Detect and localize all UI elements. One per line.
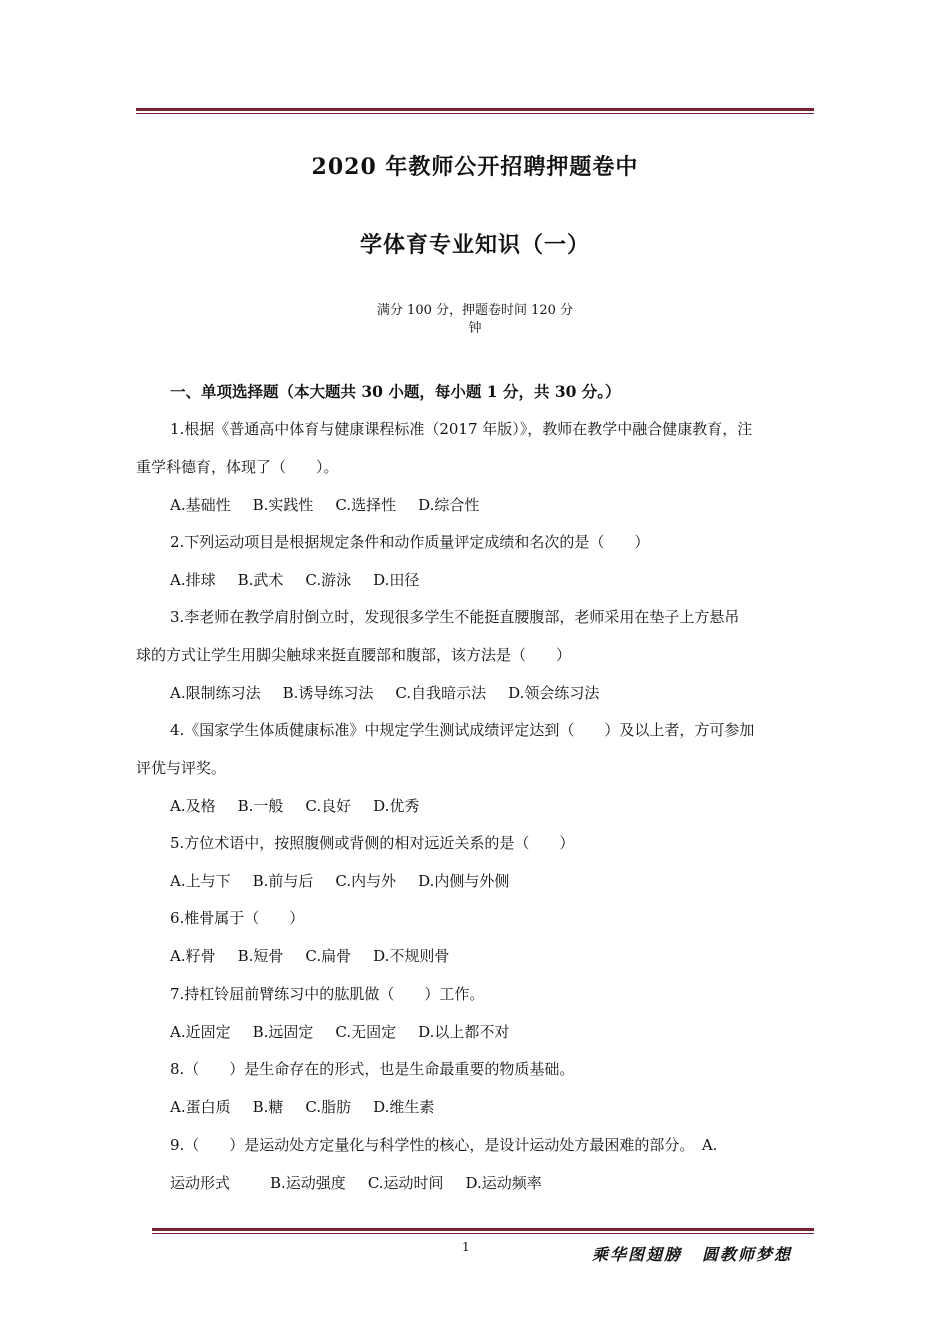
option: C.脂肪 (305, 1098, 352, 1116)
options-row (170, 945, 471, 966)
exam-info-line2: 钟 (468, 321, 482, 336)
question-text: 9.（ ）是运动处方定量化与科学性的核心，是设计运动处方最困难的部分。 A. (170, 1136, 718, 1154)
option: A.及格 (170, 797, 216, 815)
options-row (170, 1021, 531, 1042)
options-row (170, 569, 441, 590)
option: C.良好 (305, 797, 352, 815)
footer-slogan (592, 1242, 812, 1265)
option: C.选择性 (335, 496, 397, 514)
option: D.综合性 (418, 496, 480, 514)
option: A.基础性 (170, 496, 231, 514)
option: D.维生素 (373, 1098, 435, 1116)
option: D.以上都不对 (418, 1023, 510, 1041)
section-heading: 一、单项选择题（本大题共 30 小题，每小题 1 分，共 30 分。） (170, 382, 621, 401)
question-text: 5.方位术语中，按照腹侧或背侧的相对远近关系的是（ ） (170, 834, 575, 852)
option: A.上与下 (170, 872, 231, 890)
options-row (170, 1096, 456, 1117)
option: D.领会练习法 (508, 684, 600, 702)
document-title-line2: 学体育专业知识（一） (359, 232, 590, 258)
option: B.运动强度 (270, 1174, 346, 1192)
option: D.内侧与外侧 (418, 872, 510, 890)
question-text: 评优与评奖。 (136, 759, 227, 777)
option: A.排球 (170, 571, 216, 589)
page-number: 1 (462, 1240, 470, 1254)
question-text: 8.（ ）是生命存在的形式，也是生命最重要的物质基础。 (170, 1060, 575, 1078)
option: B.武术 (237, 571, 284, 589)
option: B.前与后 (252, 872, 314, 890)
option: D.优秀 (373, 797, 420, 815)
option: A.蛋白质 (170, 1098, 231, 1116)
option: A.限制练习法 (170, 684, 261, 702)
slogan-part2: 圆教师梦想 (702, 1245, 793, 1264)
option: C.内与外 (335, 872, 397, 890)
option: B.远固定 (252, 1023, 314, 1041)
footer-rule (152, 1228, 814, 1234)
option: B.一般 (237, 797, 284, 815)
option: D.不规则骨 (373, 947, 450, 965)
question-text: 3.李老师在教学肩肘倒立时，发现很多学生不能挺直腰腹部，老师采用在垫子上方悬吊 (170, 608, 740, 626)
option: C.扁骨 (305, 947, 352, 965)
option: B.糖 (252, 1098, 284, 1116)
question-text: 球的方式让学生用脚尖触球来挺直腰部和腹部，该方法是（ ） (136, 646, 572, 664)
options-row (170, 870, 531, 891)
question-text: 6.椎骨属于（ ） (170, 909, 305, 927)
question-text: 1.根据《普通高中体育与健康课程标准（2017 年版）》，教师在教学中融合健康教育，注 (170, 420, 753, 438)
option: C.游泳 (305, 571, 352, 589)
option: B.诱导练习法 (282, 684, 374, 702)
options-row (170, 795, 441, 816)
options-row (170, 682, 621, 703)
option: D.田径 (373, 571, 420, 589)
options-row (170, 494, 501, 515)
exam-info-line1: 满分 100 分，押题卷时间 120 分 (376, 303, 574, 318)
options-row (170, 1172, 564, 1193)
option: C.运动时间 (367, 1174, 444, 1192)
option: B.实践性 (252, 496, 314, 514)
option: B.短骨 (237, 947, 284, 965)
question-text: 4.《国家学生体质健康标准》中规定学生测试成绩评定达到（ ）及以上者，方可参加 (170, 721, 755, 739)
option: C.无固定 (335, 1023, 397, 1041)
question-text: 重学科德育，体现了（ ）。 (136, 458, 339, 476)
option: A.籽骨 (170, 947, 216, 965)
question-text: 2.下列运动项目是根据规定条件和动作质量评定成绩和名次的是（ ） (170, 533, 650, 551)
header-rule (136, 108, 814, 114)
document-title-line1: 2020 年教师公开招聘押题卷中 (311, 154, 639, 180)
option: C.自我暗示法 (395, 684, 487, 702)
option: D.运动频率 (465, 1174, 542, 1192)
option: 运动形式 (170, 1174, 231, 1192)
slogan-part1: 乘华图翅膀 (592, 1245, 683, 1264)
option: A.近固定 (170, 1023, 231, 1041)
question-text: 7.持杠铃屈前臂练习中的肱肌做（ ）工作。 (170, 985, 485, 1003)
